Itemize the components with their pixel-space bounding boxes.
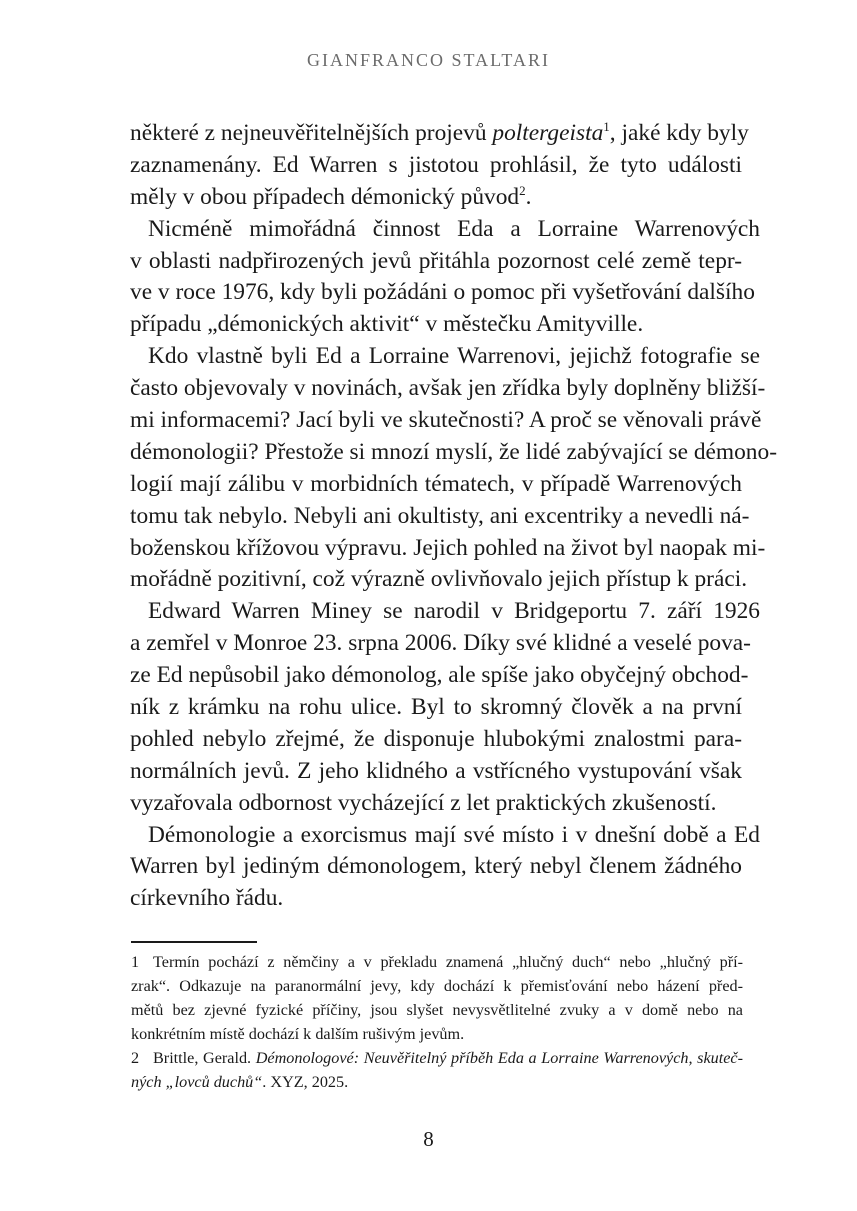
line-text: v oblasti nadpřirozených jevů přitáhla pozornost celé země tepr-: [130, 247, 742, 274]
text-line: [130, 692, 742, 724]
line-text: . XYZ, 2025.: [262, 1073, 349, 1091]
running-header: GIANFRANCO STALTARI: [307, 50, 550, 70]
line-text: Kdo vlastně byli Ed a Lorraine Warrenovi, jejichž fotografie se: [148, 343, 760, 370]
text-line: [130, 820, 760, 852]
text-line: [130, 596, 760, 628]
line-text: vyzařovala odbornost vycházející z let praktických zkušeností.: [130, 789, 717, 816]
line-text: případu „démonických aktivit“ v městečku Amityville.: [130, 311, 644, 338]
line-text: často objevovaly v novinách, avšak jen zřídka byly doplněny bližší-: [130, 375, 766, 402]
line-text: Termín pochází z němčiny a v překladu znamená „hlučný duch“ nebo „hlučný pří-: [153, 953, 743, 971]
italic-text: poltergeista: [492, 120, 604, 146]
line-text: Démonologie a exorcismus mají své místo i v dnešní době a Ed: [148, 821, 760, 848]
line-text: a zemřel v Monroe 23. srpna 2006. Díky své klidné a veselé pova-: [130, 630, 751, 657]
text-line: [130, 788, 742, 820]
text-line: [130, 214, 760, 246]
line-text: Edward Warren Miney se narodil v Bridgeportu 7. září 1926: [148, 598, 760, 625]
text-line: [130, 246, 742, 278]
footnote-line: [131, 974, 743, 998]
body-text: [130, 118, 777, 915]
footnote-number: 1: [131, 953, 140, 971]
footnote-line: [131, 1022, 743, 1046]
italic-text: Démonologové: Neuvěřitelný příběh Eda a Lorraine Warrenových, skuteč-: [255, 1049, 743, 1067]
line-text: některé z nejneuvěřitelnějších projevů: [130, 120, 493, 146]
line-text: pohled nebylo zřejmé, že disponuje hlubokými znalostmi para-: [130, 725, 742, 752]
line-text: zrak“. Odkazuje na paranormální jevy, kdy dochází k přemisťování nebo házení před-: [131, 977, 743, 995]
paragraph: [130, 118, 749, 214]
text-line: [130, 182, 742, 214]
line-text: normálních jevů. Z jeho klidného a vstřícného vystupování však: [130, 757, 742, 784]
line-text: .: [525, 183, 532, 210]
line-text: mořádně pozitivní, což výrazně ovlivňovalo jejich přístup k práci.: [130, 566, 748, 593]
text-line: [130, 373, 766, 405]
footnote-line: [131, 950, 743, 974]
text-line: [130, 309, 742, 341]
line-text: ve v roce 1976, kdy byli požádáni o pomoc při vyšetřování dalšího: [130, 279, 755, 306]
page-number: 8: [423, 1127, 434, 1151]
paragraph: [130, 596, 760, 819]
text-line: [130, 341, 760, 373]
text-line: [130, 724, 742, 756]
text-line: [130, 469, 742, 501]
text-line: [130, 277, 755, 309]
footnote-2: [131, 1046, 743, 1094]
text-line: [130, 501, 750, 533]
text-line: [130, 851, 742, 883]
paragraph: [130, 820, 760, 916]
footnote-line: [131, 1070, 743, 1094]
footnote-number: 2: [131, 1049, 140, 1067]
line-text: Brittle, Gerald.: [153, 1049, 256, 1067]
line-text: , jaké kdy byly: [609, 120, 749, 146]
text-line: [130, 118, 749, 150]
line-text: ze Ed nepůsobil jako démonolog, ale spíše jako obyčejný obchod-: [130, 662, 749, 689]
text-line: [130, 660, 749, 692]
footnote-line: [131, 1046, 743, 1070]
line-text: logií mají zálibu v morbidních tématech, v případě Warrenových: [130, 470, 742, 497]
paragraph: [130, 341, 777, 596]
text-line: [130, 883, 742, 915]
text-line: [130, 756, 742, 788]
text-line: [130, 533, 766, 565]
footnote-1: [131, 950, 743, 1046]
italic-text: ných „lovců duchů“: [131, 1073, 263, 1091]
text-line: [130, 405, 762, 437]
line-text: mětů bez zjevné fyzické příčiny, jsou slyšet nevysvětlitelné zvuky a v domě nebo na: [131, 1001, 743, 1019]
line-text: ník z krámku na rohu ulice. Byl to skromný člověk a na první: [130, 694, 742, 721]
line-text: boženskou křížovou výpravu. Jejich pohled na život byl naopak mi-: [130, 534, 766, 561]
footnote-line: [131, 998, 743, 1022]
line-text: mi informacemi? Jací byli ve skutečnosti? A proč se věnovali právě: [130, 407, 762, 434]
text-line: [130, 628, 751, 660]
line-text: měly v obou případech démonický původ: [130, 183, 520, 210]
line-text: tomu tak nebylo. Nebyli ani okultisty, ani excentriky a nevedli ná-: [130, 502, 750, 529]
line-text: konkrétním místě dochází k dalším rušivým jevům.: [131, 1025, 465, 1043]
line-text: zaznamenány. Ed Warren s jistotou prohlásil, že tyto události: [130, 151, 742, 178]
line-text: démonologii? Přestože si mnozí myslí, že lidé zabývající se démono-: [130, 438, 777, 465]
footnote-marker: 2: [519, 182, 526, 198]
text-line: [130, 437, 777, 469]
paragraph: [130, 214, 760, 342]
footnotes: [131, 950, 743, 1094]
text-line: [130, 150, 742, 182]
footnote-separator: [131, 941, 257, 943]
line-text: Warren byl jediným démonologem, který nebyl členem žádného: [130, 853, 742, 880]
text-line: [130, 564, 748, 596]
footnote-marker: 1: [603, 119, 610, 135]
line-text: církevního řádu.: [130, 885, 284, 912]
line-text: Nicméně mimořádná činnost Eda a Lorraine Warrenových: [148, 215, 760, 242]
